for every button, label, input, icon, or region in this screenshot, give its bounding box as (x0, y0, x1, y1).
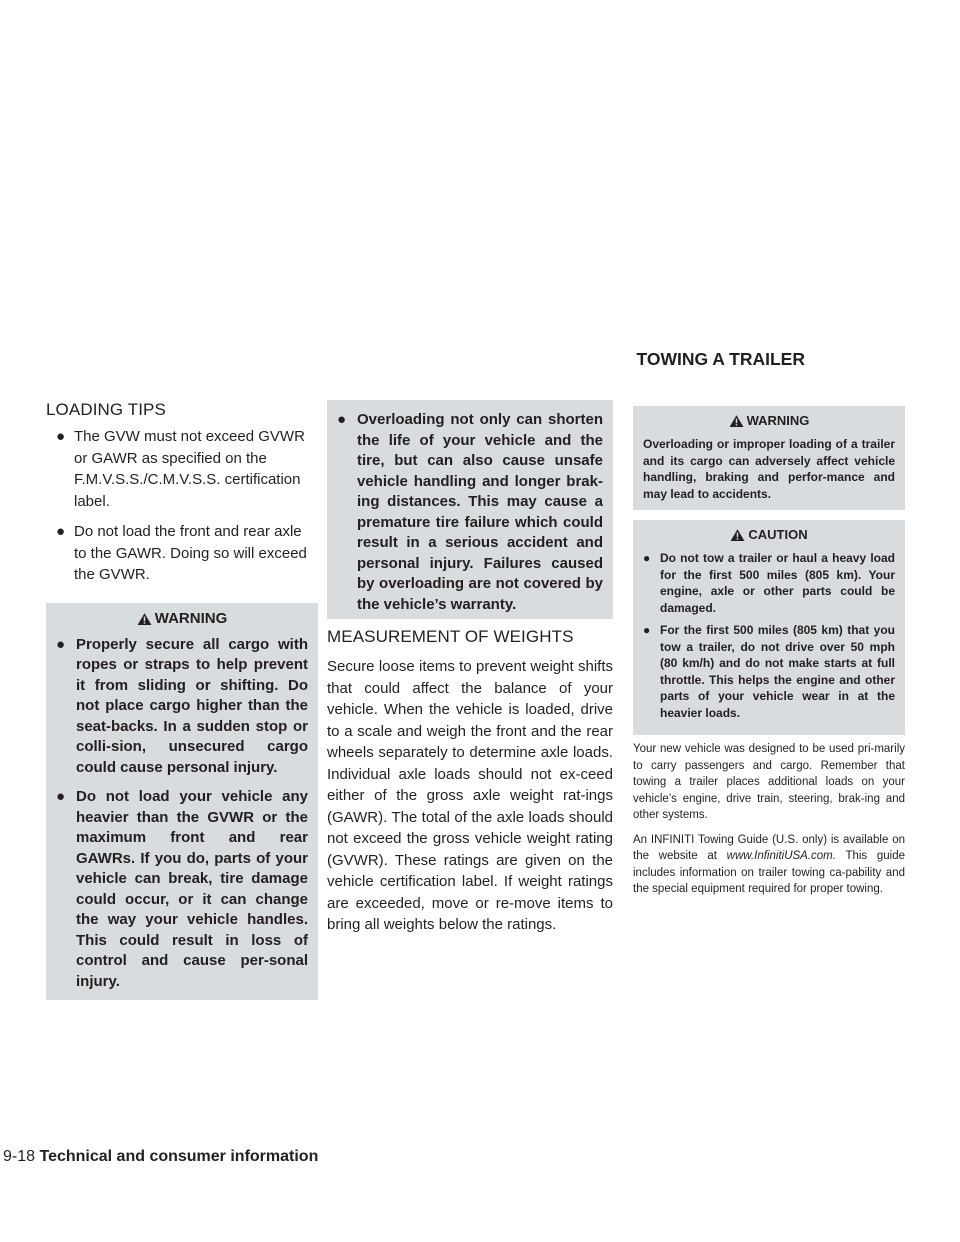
column-2 (327, 400, 613, 936)
bullet-icon: ● (56, 428, 66, 445)
warning-text: Overloading or improper loading of a trailer and its cargo can adversely affect vehicle handling, braking and perfor-mance and may lead to accidents. (643, 437, 895, 501)
bullet-icon: ● (56, 635, 66, 653)
towing-paragraph-2: An INFINITI Towing Guide (U.S. only) is available on the website at www.InfinitiUSA.com. This guide includes information on trailer towing ca-pability and the special equipment required for proper towing. (633, 833, 906, 895)
loading-tips-list (46, 426, 318, 586)
caution-box (633, 520, 905, 735)
column-1 (46, 400, 318, 1000)
section-title: TOWING A TRAILER (636, 349, 805, 369)
warning-box-continued (327, 400, 613, 619)
bullet-icon: ● (337, 411, 347, 428)
measurement-paragraph: Secure loose items to prevent weight shifts that could affect the balance of your vehicle. When the vehicle is loaded, drive to a scale and weigh the front and the rear wheels separately to determine axle loads. Individual axle loads should not ex-ceed either of the gross axle weight rat-ings (GAWR). The total of the axle loads should not exceed the gross vehicle weight rating (GVWR). These ratings are given on the vehicle certification label. If weight ratings are exceeded, move or re-move items to bring all weights below the ratings. (327, 658, 613, 933)
warning-triangle-icon (137, 612, 152, 626)
list-item: ● The GVW must not exceed GVWR or GAWR as specified on the F.M.V.S.S./C.M.V.S.S. certification label. (56, 428, 305, 510)
caution-title: CAUTION (643, 526, 895, 544)
warning-item: ● Overloading not only can shorten the life of your vehicle and the tire, but can also cause unsafe vehicle handling and longer brak-ing distances. This may cause a premature tire failure which could result in a serious accident and personal injury. Failures caused by overloading are not covered by the vehicle’s warranty. (337, 411, 603, 613)
warning-title: WARNING (643, 412, 895, 430)
warning-triangle-icon (729, 414, 744, 428)
caution-triangle-icon (730, 528, 745, 542)
loading-tips-heading: LOADING TIPS (46, 400, 166, 419)
warning-item: ● Properly secure all cargo with ropes or straps to help prevent it from sliding or shifting. Do not place cargo higher than the seat-backs. In a sudden stop or colli-sion, unsecured cargo could cause personal injury. (56, 635, 308, 776)
bullet-icon: ● (56, 523, 66, 540)
trailer-warning-box (633, 406, 905, 510)
measurement-heading: MEASUREMENT OF WEIGHTS (327, 627, 574, 646)
warning-item: ● Do not load your vehicle any heavier than the GVWR or the maximum front and rear GAWRs. If you do, parts of your vehicle can break, tire damage could occur, or it can change the way your vehicle handles. This could result in loss of control and cause per-sonal injury. (56, 788, 308, 990)
towing-paragraph-1: Your new vehicle was designed to be used pri-marily to carry passengers and cargo. Remember that towing a trailer places additional loads on your vehicle’s engine, drive train, steering, brak-ing and other systems. (633, 743, 905, 821)
warning-box (46, 603, 318, 1001)
caution-item: ● Do not tow a trailer or haul a heavy load for the first 500 miles (805 km). Your engine, axle or other parts could be damaged. (643, 551, 895, 615)
bullet-icon: ● (643, 623, 651, 637)
chapter-title: Technical and consumer information (39, 1148, 319, 1165)
caution-item: ● For the first 500 miles (805 km) that you tow a trailer, do not drive over 50 mph (80 km/h) and do not make starts at full throttle. This helps the engine and other parts of your vehicle wear in at the heavier loads. (643, 623, 895, 720)
page-footer (3, 1148, 318, 1166)
list-item: ● Do not load the front and rear axle to the GAWR. Doing so will exceed the GVWR. (56, 523, 307, 583)
column-3 (633, 406, 905, 906)
warning-title: WARNING (56, 609, 308, 629)
bullet-icon: ● (56, 788, 66, 805)
website-link[interactable]: www.InfinitiUSA.com. (726, 850, 836, 862)
page-number: 9-18 (3, 1148, 36, 1165)
bullet-icon: ● (643, 551, 651, 565)
